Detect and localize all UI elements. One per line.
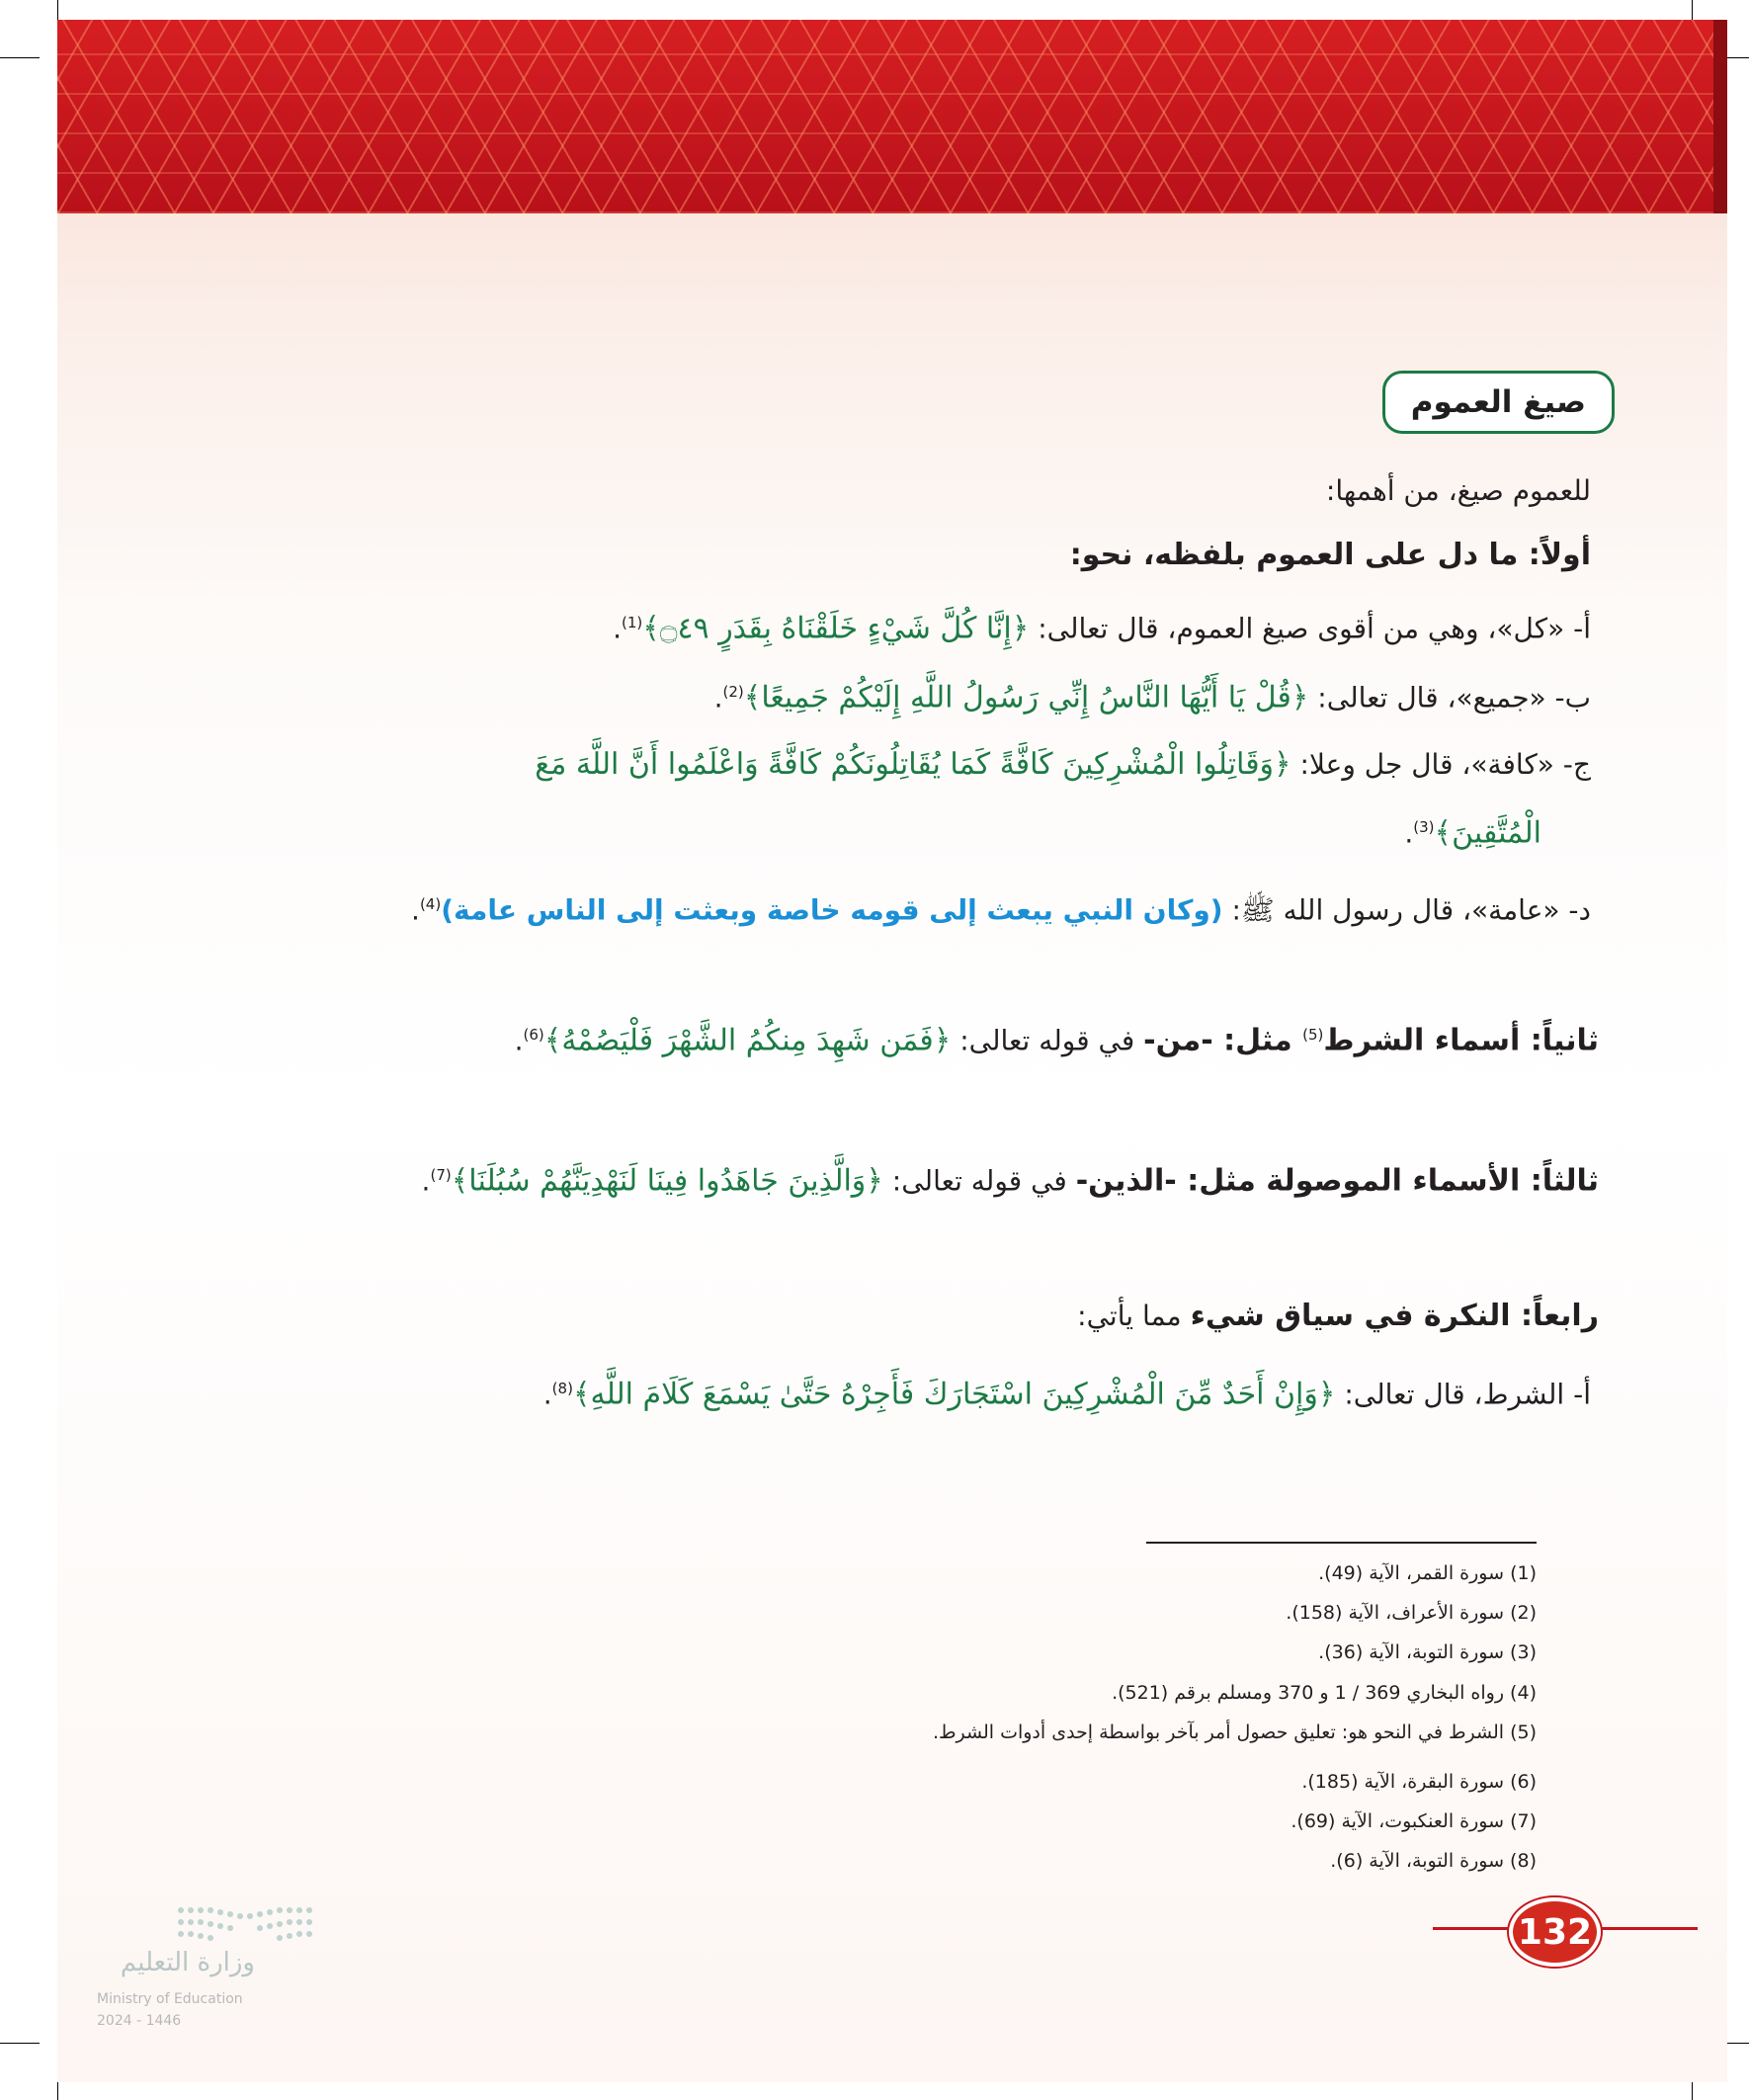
footnote-ref: (1) [622, 614, 643, 631]
ministry-year: 2024 - 1446 [97, 2013, 182, 2029]
hadith-text: (وكان النبي يبعث إلى قومه خاصة وبعثت إلى الناس عامة) [441, 893, 1223, 927]
footnote: (3) سورة التوبة، الآية (36). [1318, 1641, 1537, 1663]
page-number: 132 [1509, 1897, 1601, 1967]
page-number-rule [1433, 1927, 1512, 1930]
item-b-prefix: ب- «جميع»، قال تعالى: [1308, 681, 1591, 714]
footnote-ref: (7) [430, 1166, 452, 1184]
quran-verse: ﴿قُلْ يَا أَيُّهَا النَّاسُ إِنِّي رَسُولُ اللَّهِ إِلَيْكُمْ جَمِيعًا﴾ [743, 680, 1309, 715]
quran-verse: ﴿وَإِنْ أَحَدٌ مِّنَ الْمُشْرِكِينَ اسْتَجَارَكَ فَأَجِرْهُ حَتَّىٰ يَسْمَعَ كَلَامَ اللَّهِ﴾ [572, 1377, 1336, 1412]
quran-verse: ﴿وَقَاتِلُوا الْمُشْرِكِينَ كَافَّةً كَمَا يُقَاتِلُونَكُمْ كَافَّةً وَاعْلَمُوا أَنَّ اللَّهَ مَعَ [535, 747, 1291, 782]
decorative-banner [57, 20, 1727, 213]
quran-verse: ﴿إِنَّا كُلَّ شَيْءٍ خَلَقْنَاهُ بِقَدَرٍ ۝٤٩﴾ [642, 611, 1030, 646]
quran-verse: ﴿فَمَن شَهِدَ مِنكُمُ الشَّهْرَ فَلْيَصُمْهُ﴾ [543, 1023, 952, 1058]
footnote: (8) سورة التوبة، الآية (6). [1330, 1850, 1537, 1872]
footnote-ref: (3) [1413, 818, 1435, 836]
heading-fourth-title: رابعاً: النكرة في سياق شيء [1190, 1299, 1599, 1333]
footnote: (5) الشرط في النحو هو: تعليق حصول أمر بآخر بواسطة إحدى أدوات الشرط. [932, 1722, 1537, 1743]
heading-second-example: مثل: -من- [1143, 1023, 1303, 1058]
footnote: (2) سورة الأعراف، الآية (158). [1286, 1602, 1537, 1624]
footnote-ref: (4) [419, 895, 442, 913]
heading-fourth: رابعاً: النكرة في سياق شيء مما يأتي: [1077, 1299, 1599, 1333]
item-c-prefix: ج- «كافة»، قال جل وعلا: [1291, 748, 1591, 781]
ministry-name-english: Ministry of Education [97, 1991, 243, 2007]
footnote: (7) سورة العنكبوت، الآية (69). [1291, 1810, 1537, 1832]
footnote: (6) سورة البقرة، الآية (185). [1301, 1771, 1537, 1793]
footnote: (4) رواه البخاري 369 / 1 و 370 ومسلم برقم (521). [1112, 1682, 1537, 1704]
heading-second: ثانياً: أسماء الشرط$^{(5)}$ مثل: -من- في قوله تعالى: ﴿فَمَن شَهِدَ مِنكُمُ الشَّهْرَ فَلْيَصُمْهُ﴾$^{(6)}$. [514, 1023, 1599, 1058]
section-title: صيغ العموم [1382, 371, 1615, 434]
item-d-prefix: د- «عامة»، قال رسول الله ﷺ: [1222, 893, 1591, 927]
item-d: د- «عامة»، قال رسول الله ﷺ: (وكان النبي يبعث إلى قومه خاصة وبعثت إلى الناس عامة)$^{(4)}$. [411, 893, 1591, 927]
ministry-dots-icon [171, 1902, 319, 1950]
item-b: ب- «جميع»، قال تعالى: ﴿قُلْ يَا أَيُّهَا النَّاسُ إِنِّي رَسُولُ اللَّهِ إِلَيْكُمْ جَمِيعًا﴾$^{(2)}$. [713, 680, 1591, 715]
footnote-ref: (5) [1302, 1026, 1324, 1044]
heading-first: أولاً: ما دل على العموم بلفظه، نحو: [1069, 538, 1591, 572]
quran-verse: ﴿وَالَّذِينَ جَاهَدُوا فِينَا لَنَهْدِيَنَّهُمْ سُبُلَنَا﴾ [451, 1163, 883, 1199]
heading-third: ثالثاً: الأسماء الموصولة مثل: -الذين- في قوله تعالى: ﴿وَالَّذِينَ جَاهَدُوا فِينَا لَنَهْدِيَنَّهُمْ سُبُلَنَا﴾$^{(7)}$. [421, 1163, 1599, 1199]
item-fourth-a: أ- الشرط، قال تعالى: ﴿وَإِنْ أَحَدٌ مِّنَ الْمُشْرِكِينَ اسْتَجَارَكَ فَأَجِرْهُ حَتَّىٰ يَسْمَعَ كَلَامَ اللَّهِ﴾$^{(8)}$. [542, 1377, 1591, 1412]
intro-text: للعموم صيغ، من أهمها: [1325, 474, 1591, 507]
crop-mark [0, 57, 40, 58]
item-a: أ- «كل»، وهي من أقوى صيغ العموم، قال تعالى: ﴿إِنَّا كُلَّ شَيْءٍ خَلَقْنَاهُ بِقَدَرٍ ۝٤٩﴾$^{(1)}$. [613, 611, 1591, 646]
footnote-ref: (6) [523, 1026, 544, 1044]
item-c [535, 743, 1591, 787]
footnote-ref: (8) [551, 1380, 573, 1397]
ministry-logo [97, 1902, 329, 2041]
crop-mark [0, 2043, 40, 2044]
heading-second-title: ثانياً: أسماء الشرط [1323, 1023, 1599, 1058]
footnote: (1) سورة القمر، الآية (49). [1318, 1562, 1537, 1584]
footnote-ref: (2) [722, 683, 744, 701]
page-number-rule [1599, 1927, 1698, 1930]
item-c-continued: الْمُتَّقِينَ﴾$^{(3)}$. [1404, 815, 1541, 851]
heading-third-title: ثالثاً: الأسماء الموصولة مثل: -الذين- [1075, 1163, 1599, 1199]
ministry-name-arabic: وزارة التعليم [120, 1948, 255, 1977]
item-fourth-a-prefix: أ- الشرط، قال تعالى: [1335, 1378, 1591, 1411]
footnote-divider [1146, 1542, 1537, 1544]
quran-verse: الْمُتَّقِينَ﴾ [1434, 815, 1541, 851]
item-a-prefix: أ- «كل»، وهي من أقوى صيغ العموم، قال تعالى: [1029, 612, 1591, 645]
